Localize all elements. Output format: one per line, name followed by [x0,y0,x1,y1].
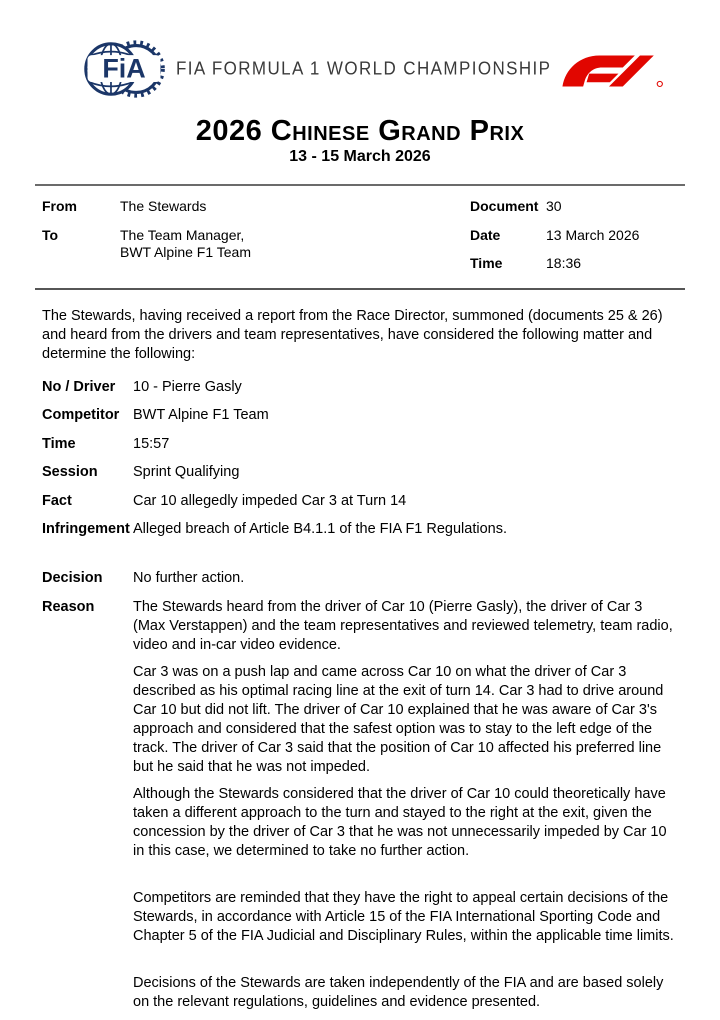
infringement-value: Alleged breach of Article B4.1.1 of the FIA F1 Regulations. [133,521,507,538]
reason-paragraph-appeal: Competitors are reminded that they have the right to appeal certain decisions of the Stewards, in accordance with Article 15 of the FIA International Sporting Code and Chapter 5 of the FIA Judicial and Disciplinary Rules, within the applicable time limits. [133,889,674,944]
session-time-value: 15:57 [133,435,170,452]
document-value: 30 [546,198,562,215]
document-label: Document [470,198,539,215]
reason-text [133,598,678,1020]
field-row-decision [42,569,678,588]
reason-paragraph-3: Although the Stewards considered that the driver of Car 10 could theoretically have taken a different approach to the turn and stayed to the right at the exit, given the concession by the driver of Car 3 that he was not unnecessarily impeded by Car 10 in this case, we determined to take no further action. [133,785,667,859]
fia-logo-text: FiA [102,53,146,84]
field-row-session [42,463,678,482]
reason-label: Reason [42,598,95,615]
meta-block [35,184,685,289]
to-value-line2: BWT Alpine F1 Team [120,243,251,260]
meta-row-document [470,198,685,215]
decision-value: No further action. [133,570,245,587]
reason-paragraph-independence: Decisions of the Stewards are taken independently of the FIA and are based solely on the relevant regulations, guidelines and evidence presented. [133,974,664,1010]
date-label: Date [470,226,501,243]
to-value-line1: The Team Manager, [120,226,245,243]
meta-row-from [42,198,470,215]
to-label: To [42,226,59,243]
f1-logo-icon [559,51,671,91]
no-driver-label: No / Driver [42,378,116,395]
session-label: Session [42,464,98,481]
championship-heading: FIA FORMULA 1 WORLD CHAMPIONSHIP [176,58,552,79]
intro-paragraph: The Stewards, having received a report from the Race Director, summoned (documents 25 & 26) and heard from the drivers and team representatives, have considered the following matter and determine the following: [42,307,663,362]
event-title: 2026 Chinese Grand Prix [195,115,525,147]
title-block [0,116,720,166]
field-row-time [42,435,678,454]
masthead [0,0,720,102]
competitor-value: BWT Alpine F1 Team [133,407,269,424]
time-value: 18:36 [546,254,582,271]
infringement-label: Infringement [42,521,130,538]
session-value: Sprint Qualifying [133,464,240,481]
fact-value: Car 10 allegedly impeded Car 3 at Turn 14 [133,492,407,509]
meta-right-column [470,198,685,271]
case-fields [42,378,678,1020]
field-row-no-driver [42,378,678,397]
reason-paragraph-2: Car 3 was on a push lap and came across Car 10 on what the driver of Car 3 described as his optimal racing line at the exit of turn 14. Car 3 had to drive around Car 10 but did not lift. The driver of Car 10 explained that he was aware of Car 3's approach and considered that the safest option was to stay to the left edge of the track. The driver of Car 3 said that the position of Car 10 affected his preferred line but he said that he was not impeded. [133,663,664,775]
meta-row-date [470,227,685,244]
from-label: From [42,198,77,215]
event-dates: 13 - 15 March 2026 [289,148,431,166]
field-row-reason [42,598,678,1020]
to-value [120,227,251,261]
decision-label: Decision [42,570,103,587]
time-label: Time [470,254,503,271]
no-driver-value: 10 - Pierre Gasly [133,378,242,395]
competitor-label: Competitor [42,407,120,424]
from-value: The Stewards [120,198,207,215]
field-row-competitor [42,406,678,425]
reason-paragraph-1: The Stewards heard from the driver of Car 10 (Pierre Gasly), the driver of Car 3 (Max Verstappen) and the team representatives and reviewed telemetry, team radio, video and in-car video evidence. [133,598,673,653]
field-row-fact [42,492,678,511]
meta-row-to [42,227,470,261]
fact-label: Fact [42,492,72,509]
date-value: 13 March 2026 [546,226,640,243]
fia-logo-icon [80,36,168,102]
session-time-label: Time [42,435,76,452]
field-row-infringement [42,520,678,539]
meta-left-column [42,198,470,271]
meta-row-time [470,255,685,272]
